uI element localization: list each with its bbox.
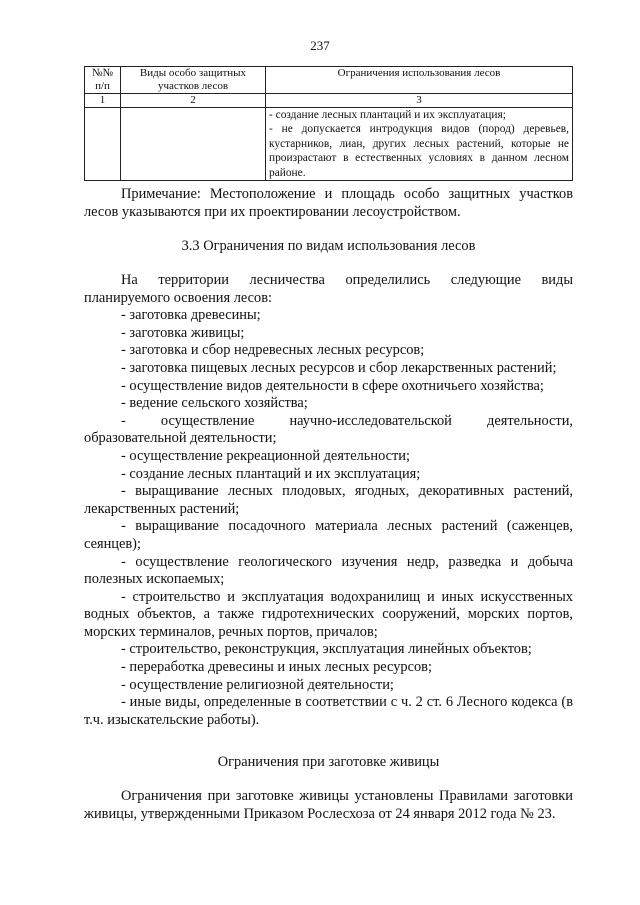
page-number: 237 — [310, 38, 330, 53]
closing-block — [84, 788, 573, 823]
list-item: - выращивание посадочного материала лесных растений (саженцев, сеянцев); — [84, 518, 573, 552]
list-item: - осуществление видов деятельности в сфере охотничьего хозяйства; — [121, 377, 544, 394]
list-item: - переработка древесины и иных лесных ресурсов; — [121, 659, 432, 676]
list-item: - ведение сельского хозяйства; — [121, 395, 308, 412]
closing-paragraph: Ограничения при заготовке живицы установлены Правилами заготовки живицы, утвержденными Приказом Рослесхоза от 24 января 2012 года № 23. — [84, 788, 573, 822]
restriction-item: - не допускается интродукция видов (пород) деревьев, кустарников, лиан, других лесных растений, которые не произрастают в естественных условиях в данном лесном районе. — [269, 123, 569, 179]
list-item: - строительство, реконструкция, эксплуатация линейных объектов; — [121, 641, 532, 658]
section-title: 3.3 Ограничения по видам использования лесов — [181, 238, 476, 254]
list-item: - заготовка живицы; — [121, 324, 245, 341]
cell-type — [121, 108, 266, 181]
intro-paragraph: На территории лесничества определились следующие виды планируемого освоения лесов: — [84, 272, 573, 306]
list-item: - осуществление религиозной деятельности; — [121, 676, 394, 693]
cell-number — [85, 108, 121, 181]
header-restrictions: Ограничения использования лесов — [266, 67, 573, 94]
list-item: - выращивание лесных плодовых, ягодных, декоративных растений, лекарственных растений; — [84, 483, 573, 517]
list-item: - иные виды, определенные в соответствии с ч. 2 ст. 6 Лесного кодекса (в т.ч. изыскательские работы). — [84, 694, 573, 728]
list-item: - осуществление научно-исследовательской деятельности, образовательной деятельности; — [84, 412, 573, 447]
list-item: - строительство и эксплуатация водохранилищ и иных искусственных водных объектов, а также гидротехнических сооружений, морских портов, морских терминалов, речных портов, причалов; — [84, 588, 573, 640]
list-item: - заготовка древесины; — [121, 307, 261, 324]
column-number-1: 1 — [85, 94, 121, 108]
column-number-2: 2 — [121, 94, 266, 108]
header-number: №№ п/п — [85, 67, 121, 94]
list-item: - заготовка пищевых лесных ресурсов и сбор лекарственных растений; — [121, 359, 557, 376]
list-item: - заготовка и сбор недревесных лесных ресурсов; — [121, 342, 425, 359]
note-text: Примечание: Местоположение и площадь особо защитных участков лесов указываются при их проектировании лесоустройством. — [84, 186, 573, 220]
table-row — [85, 108, 573, 181]
cell-restrictions — [266, 108, 573, 181]
column-number-3: 3 — [266, 94, 573, 108]
list-item: - создание лесных плантаций и их эксплуатация; — [121, 465, 421, 482]
restriction-item: - создание лесных плантаций и их эксплуатация; — [269, 109, 506, 121]
header-type: Виды особо защитных участков лесов — [121, 67, 266, 94]
note-block — [84, 186, 573, 221]
restrictions-table — [84, 66, 573, 181]
table-header-row — [85, 67, 573, 94]
main-text — [84, 272, 573, 729]
list-item: - осуществление геологического изучения недр, разведка и добыча полезных ископаемых; — [84, 553, 573, 588]
list-item: - осуществление рекреационной деятельности; — [121, 447, 410, 464]
table-column-numbers-row — [85, 94, 573, 108]
subsection-title: Ограничения при заготовке живицы — [217, 754, 440, 770]
